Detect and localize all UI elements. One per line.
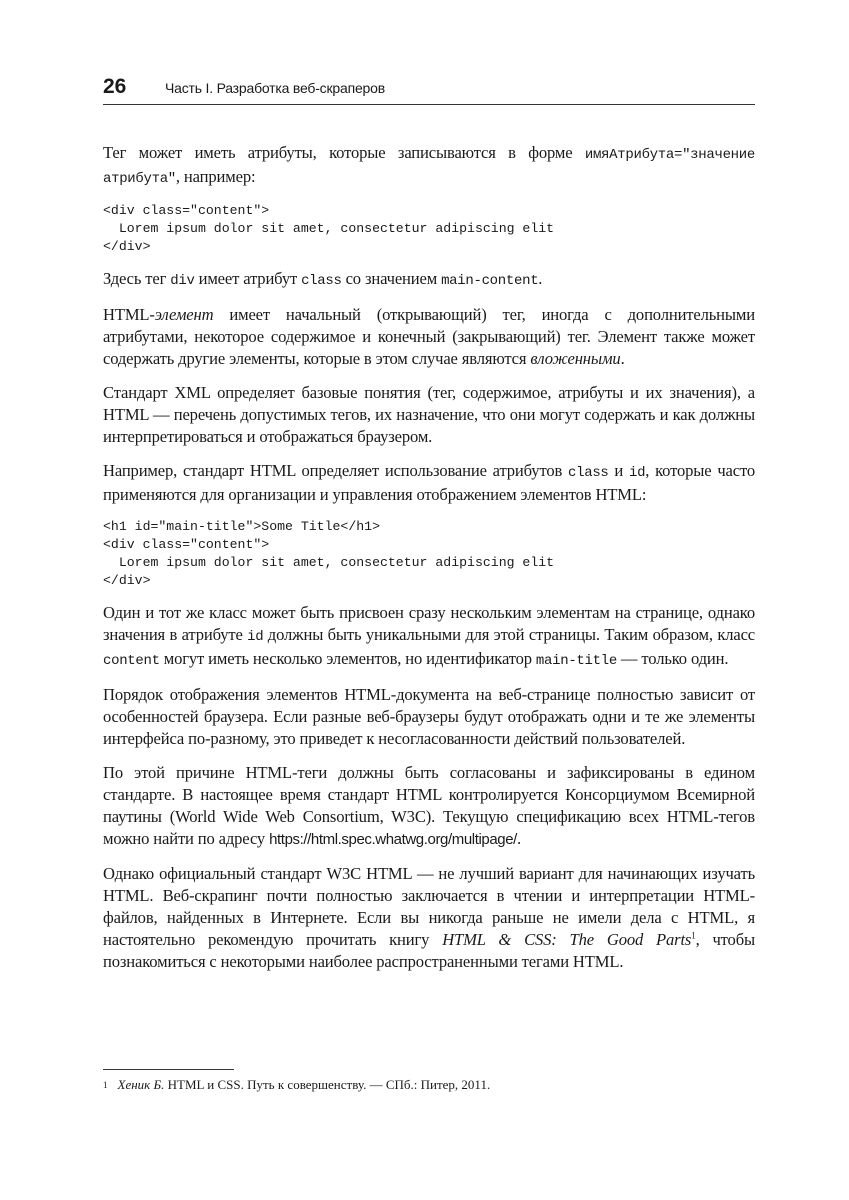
footnote-divider	[103, 1069, 234, 1070]
inline-code: class	[301, 273, 342, 289]
code-line: <div class="content">	[103, 203, 270, 218]
paragraph-html-element: HTML-элемент имеет начальный (открывающий) тег, иногда с дополнительными атрибутами, некоторое содержимое и конечный (закрывающий) тег. Элемент также может содержать другие элементы, которые в этом случае являются вложенными.	[103, 305, 755, 368]
inline-code: div	[170, 273, 195, 289]
footnote-text: HTML и CSS. Путь к совершенству. — СПб.: Питер, 2011.	[164, 1077, 491, 1092]
code-line: </div>	[103, 239, 151, 254]
paragraph-attributes: Тег может иметь атрибуты, которые записываются в форме имяАтрибута="значение атрибута", например:	[103, 143, 755, 187]
code-line: <div class="content">	[103, 537, 270, 552]
code-line: </div>	[103, 573, 151, 588]
page-body	[103, 142, 755, 985]
italic-term: элемент	[154, 305, 214, 324]
paragraph-book-recommendation: Однако официальный стандарт W3C HTML — не лучший вариант для начинающих изучать HTML. Веб-скрапинг почти полностью заключается в чтении и интерпретации HTML-файлов, найденных в Интернете. Если вы никогда раньше не имели дела с HTML, я настоятельно рекомендую прочитать книгу HTML & CSS: The Good Parts$^1$, чтобы познакомиться с некоторыми наиболее распространенными тегами HTML.	[103, 864, 755, 971]
inline-code: class	[568, 465, 609, 481]
paragraph-class-id: Например, стандарт HTML определяет использование атрибутов class и id, которые часто применяются для организации и управления отображением элементов HTML:	[103, 461, 755, 504]
code-line: Lorem ipsum dolor sit amet, consectetur adipiscing elit	[103, 555, 555, 570]
code-block-div	[103, 202, 755, 256]
paragraph-browser-rendering: Порядок отображения элементов HTML-документа на веб-странице полностью зависит от особенностей браузера. Если разные веб-браузеры будут отображать одни и те же элементы интерфейса по-разному, это приведет к несогласованности действий пользователей.	[103, 685, 755, 748]
inline-code: content	[103, 653, 160, 669]
footnote-author: Хеник Б.	[117, 1077, 165, 1092]
page-header	[103, 74, 755, 105]
book-title: HTML & CSS: The Good Parts	[442, 930, 692, 949]
footnote-reference[interactable]: 1	[691, 930, 696, 941]
running-title: Часть I. Разработка веб-скраперов	[165, 80, 385, 96]
inline-code: main-content	[441, 273, 539, 289]
spec-url-link[interactable]: https://html.spec.whatwg.org/multipage/	[269, 831, 517, 848]
paragraph-div-class: Здесь тег div имеет атрибут class со значением main-content.	[103, 269, 543, 289]
code-line: <h1 id="main-title">Some Title</h1>	[103, 519, 380, 534]
paragraph-unique-id: Один и тот же класс может быть присвоен сразу нескольким элементам на странице, однако значения в атрибуте id должны быть уникальными для этой страницы. Таким образом, класс content могут иметь несколько элементов, но идентификатор main-title — только один.	[103, 603, 756, 669]
inline-code: id	[629, 465, 646, 481]
footnote	[103, 1076, 755, 1094]
paragraph-w3c: По этой причине HTML-теги должны быть согласованы и зафиксированы в едином стандарте. В настоящее время стандарт HTML контролируется Консорциумом Всемирной паутины (World Wide Web Consortium, W3C). Текущую спецификацию всех HTML-тегов можно найти по адресу https://html.spec.whatwg.org/multipage/.	[103, 763, 755, 848]
code-line: Lorem ipsum dolor sit amet, consectetur adipiscing elit	[103, 221, 555, 236]
inline-code: id	[247, 629, 264, 645]
inline-code: main-title	[535, 653, 617, 669]
inline-code: имяАтрибута="значение атрибута"	[103, 147, 755, 187]
paragraph-xml-standard: Стандарт XML определяет базовые понятия (тег, содержимое, атрибуты и их значения), а HTML — перечень допустимых тегов, их назначение, что они могут содержать и как должны интерпретироваться и отображаться браузером.	[103, 383, 755, 446]
page-number: 26	[103, 75, 127, 98]
footnote-mark: 1	[103, 1080, 108, 1090]
code-block-h1	[103, 518, 755, 590]
italic-term: вложенными	[530, 349, 621, 368]
